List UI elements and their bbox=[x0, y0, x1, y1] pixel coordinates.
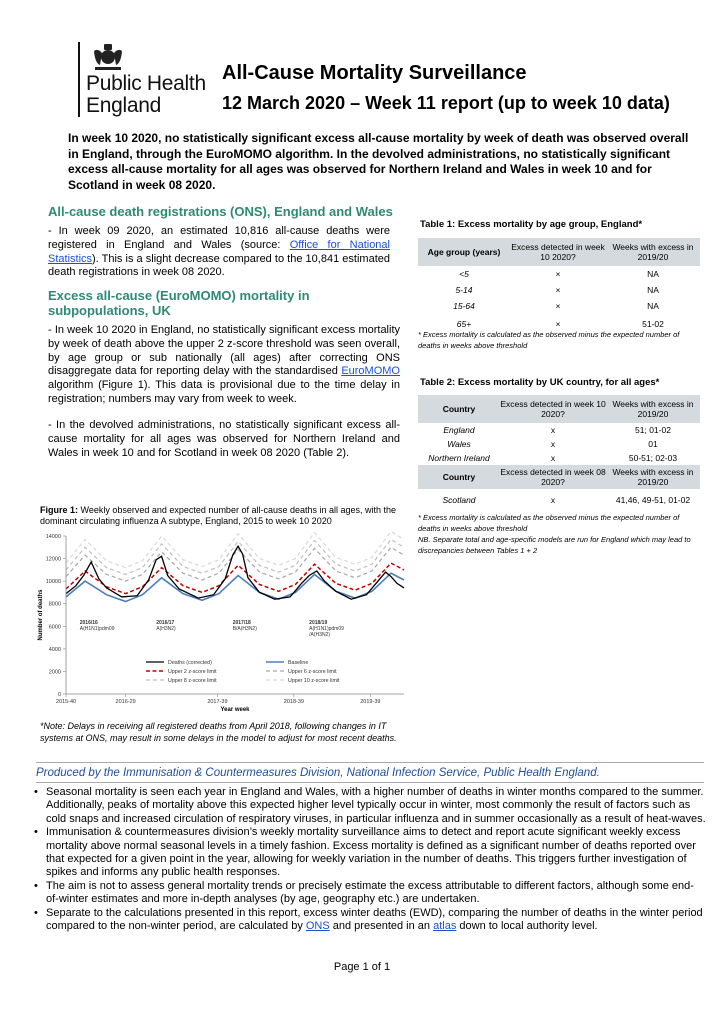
bullet4-text-3: down to local authority level. bbox=[456, 920, 598, 933]
table2-note: * Excess mortality is calculated as the observed minus the expected number of deaths in weeks above threshold bbox=[418, 513, 680, 533]
euromomo-text-2: algorithm (Figure 1). This data is provisional due to the time delay in registration; numbers may vary from week to week. bbox=[48, 379, 400, 405]
bullet4-text-2: and presented in an bbox=[329, 920, 434, 933]
x-tick-label: 2015-40 bbox=[55, 699, 77, 705]
table-cell: 51; 01-02 bbox=[635, 424, 671, 435]
y-tick-label: 14000 bbox=[45, 534, 61, 540]
divider bbox=[36, 762, 704, 763]
legend-label: Upper 8 z-score limit bbox=[168, 678, 217, 684]
table2-header: Country bbox=[418, 395, 500, 423]
table-cell: 65+ bbox=[456, 318, 472, 329]
table-cell: 50-51; 02-03 bbox=[628, 452, 678, 463]
y-tick-label: 0 bbox=[57, 692, 61, 698]
table-cell: × bbox=[555, 268, 561, 279]
ons-paragraph bbox=[48, 225, 390, 280]
table-cell: NA bbox=[647, 284, 659, 295]
list-item: • Seasonal mortality is seen each year in England and Wales, with a higher number of deaths in winter months compared to the summer. Additionally, peaks of mortality above this expected higher level typically occur in winter, most commonly the result of factors such as cold snaps and increased circulation of respiratory viruses, in particular influenza and in summer occasionally as a result of heat-waves. bbox=[34, 786, 706, 826]
table2-header: Country bbox=[418, 465, 500, 489]
table2-nb: NB. Separate total and age-specific models are run for England which may lead to discrepancies between Tables 1 + 2 bbox=[418, 535, 691, 555]
section-heading-ons: All-cause death registrations (ONS), England and Wales bbox=[48, 204, 393, 219]
ons-ewd-link[interactable]: ONS bbox=[305, 920, 330, 933]
x-tick-label: 2018-39 bbox=[283, 699, 304, 705]
list-item bbox=[34, 907, 706, 934]
table2-header: Weeks with excess in 2019/20 bbox=[606, 395, 700, 423]
page-subtitle: 12 March 2020 – Week 11 report (up to week 10 data) bbox=[222, 93, 670, 113]
ons-text-2: ). This is a slight decrease compared to the 10,841 estimated death registrations in week 08 2020. bbox=[48, 252, 390, 279]
table2-header: Weeks with excess in 2019/20 bbox=[606, 465, 700, 489]
series-line bbox=[66, 539, 404, 574]
ons-link[interactable]: Office for National Statistics bbox=[48, 238, 390, 265]
table-cell: NA bbox=[647, 300, 659, 311]
y-axis-label: Number of deaths bbox=[38, 589, 44, 641]
euromomo-paragraph bbox=[48, 324, 400, 407]
table-row bbox=[418, 423, 700, 437]
table-cell: 51-02 bbox=[642, 318, 664, 329]
table-cell: x bbox=[550, 438, 556, 449]
page-title: All-Cause Mortality Surveillance bbox=[222, 62, 527, 84]
season-label: 2016/16 bbox=[79, 620, 98, 627]
table2-header: Excess detected in week 10 2020? bbox=[500, 395, 606, 423]
lead-summary: In week 10 2020, no statistically significant excess all-cause mortality by week of death was observed overall in England, through the EuroMOMO algorithm. In the devolved administrations, no statistically significant excess all-cause mortality for all ages was observed for Northern Ireland and Wales in week 10 and for Scotland in week 08 2020. bbox=[68, 131, 689, 192]
divider bbox=[36, 782, 704, 783]
table-cell: Wales bbox=[447, 438, 471, 449]
section-heading-euromomo: Excess all-cause (EuroMOMO) mortality in subpopulations, UK bbox=[48, 288, 310, 318]
figure-caption-label: Figure 1: bbox=[40, 505, 79, 515]
y-tick-label: 8000 bbox=[48, 601, 61, 608]
y-tick-label: 4000 bbox=[48, 646, 61, 653]
figure-caption bbox=[40, 505, 400, 527]
subtype-label: A(H1N1)pdm09 bbox=[79, 626, 115, 633]
euromomo-link[interactable]: EuroMOMO bbox=[341, 365, 400, 378]
x-tick-label: 2016-29 bbox=[115, 699, 136, 705]
logo-line-1: Public Health bbox=[86, 72, 206, 95]
legend-label: Upper 10 z-score limit bbox=[288, 678, 340, 684]
table1 bbox=[418, 238, 700, 334]
subtype-label: A(H3N2) bbox=[156, 626, 176, 633]
table-cell: Northern Ireland bbox=[428, 452, 490, 463]
y-tick-label: 10000 bbox=[45, 579, 61, 586]
ons-text-1: - In week 09 2020, an estimated 10,816 all-cause deaths were registered in England and Wales (source: bbox=[48, 225, 390, 251]
table1-header: Excess detected in week 10 2020? bbox=[510, 238, 606, 266]
table-row bbox=[418, 298, 700, 314]
table-cell: x bbox=[550, 424, 556, 435]
bullet-list bbox=[34, 786, 706, 933]
table-cell: x bbox=[550, 452, 556, 463]
list-item: • Immunisation & countermeasures division’s weekly mortality surveillance aims to detect and report acute significant weekly excess mortality above normal seasonal levels in a timely fashion. Excess mortality is defined as a significant number of deaths reported over that expected for a given point in the year, allowing for weekly variation in the number of deaths. This triggers further investigation of spikes and informs any public health responses. bbox=[34, 826, 706, 880]
atlas-link[interactable]: atlas bbox=[433, 920, 457, 933]
table-cell: × bbox=[555, 318, 561, 329]
table-row bbox=[418, 451, 700, 465]
table2-header: Excess detected in week 08 2020? bbox=[500, 466, 606, 487]
y-tick-label: 2000 bbox=[48, 669, 61, 676]
table-row bbox=[418, 489, 700, 511]
logo-divider bbox=[78, 42, 80, 117]
x-tick-label: 2017-39 bbox=[207, 699, 228, 705]
table-cell: Scotland bbox=[442, 494, 476, 505]
series-line bbox=[66, 532, 404, 568]
delay-note: *Note: Delays in receiving all registered deaths from April 2018, following changes in IT systems at ONS, may result in some delays in the model to adjust for most recent deaths. bbox=[40, 721, 397, 743]
devolved-paragraph: - In the devolved administrations, no statistically significant excess all-cause mortality for all ages was observed for Northern Ireland and Wales in week 10 and for Scotland in week 08 2020 (Table 2). bbox=[48, 419, 400, 459]
x-axis-label: Year week bbox=[220, 707, 250, 713]
table-cell: × bbox=[555, 300, 561, 311]
legend-label: Deaths (corrected) bbox=[168, 660, 212, 666]
logo-line-2: England bbox=[86, 94, 161, 117]
phe-logo bbox=[86, 73, 206, 117]
list-item: • The aim is not to assess general mortality trends or precisely estimate the excess attributable to different factors, although some end-of-winter estimates and more in-depth analyses (by age, geography etc.) are undertaken. bbox=[34, 880, 706, 907]
royal-crest-icon bbox=[89, 41, 127, 71]
table2-caption: Table 2: Excess mortality by UK country, for all ages* bbox=[420, 377, 660, 388]
table-cell: 41,46, 49-51, 01-02 bbox=[615, 494, 691, 505]
legend-label: Upper 6 z-score limit bbox=[288, 669, 337, 675]
table-row bbox=[418, 282, 700, 298]
table1-note: * Excess mortality is calculated as the observed minus the expected number of deaths in weeks above threshold bbox=[418, 330, 680, 350]
bullet4-text-1: Separate to the calculations presented in this report, excess winter deaths (EWD), comparing the number of deaths in the winter period compared to the non-winter period, are calculated by bbox=[46, 906, 703, 933]
subtype-label: /A(H3N2) bbox=[309, 632, 331, 639]
x-tick-label: 2019-39 bbox=[360, 699, 381, 705]
subtype-label: B/A(H3N2) bbox=[232, 626, 257, 633]
table-cell: 5-14 bbox=[455, 284, 473, 295]
table2 bbox=[418, 395, 700, 511]
table-cell: <5 bbox=[459, 268, 469, 279]
table-cell: 01 bbox=[648, 438, 658, 449]
table-cell: England bbox=[443, 424, 475, 435]
season-label: 2018/19 bbox=[309, 620, 328, 627]
euromomo-text-1: - In week 10 2020 in England, no statistically significant excess mortality by week of death above the upper 2 z-score threshold was seen overall, by age group or sub nationally (all ages) after correcting ONS disaggregate data for reporting delay with the standardised bbox=[48, 324, 400, 378]
subtype-label: A(H1N1)pdm09 bbox=[309, 626, 344, 633]
legend-label: Baseline bbox=[288, 660, 309, 666]
table1-header: Age group (years) bbox=[418, 238, 510, 266]
produced-by: Produced by the Immunisation & Countermeasures Division, National Infection Service, Public Health England. bbox=[36, 767, 600, 779]
table1-caption: Table 1: Excess mortality by age group, England* bbox=[420, 219, 643, 230]
table-row bbox=[418, 437, 700, 451]
table-row bbox=[418, 266, 700, 282]
season-label: 2016/17 bbox=[156, 620, 175, 627]
y-tick-label: 6000 bbox=[48, 624, 61, 631]
table1-header: Weeks with excess in 2019/20 bbox=[606, 238, 700, 266]
mortality-chart bbox=[36, 530, 406, 715]
legend-label: Upper 2 z-score limit bbox=[168, 669, 217, 675]
season-label: 2017/18 bbox=[232, 620, 251, 627]
table-cell: NA bbox=[647, 268, 659, 279]
figure-caption-text: Weekly observed and expected number of all-cause deaths in all ages, with the dominant circulating influenza A subtype, England, 2015 to week 10 2020 bbox=[40, 505, 397, 526]
table-cell: 15-64 bbox=[453, 300, 475, 311]
table-cell: × bbox=[555, 284, 561, 295]
page-number: Page 1 of 1 bbox=[333, 961, 391, 973]
table-cell: x bbox=[550, 494, 556, 505]
y-tick-label: 12000 bbox=[45, 556, 61, 563]
